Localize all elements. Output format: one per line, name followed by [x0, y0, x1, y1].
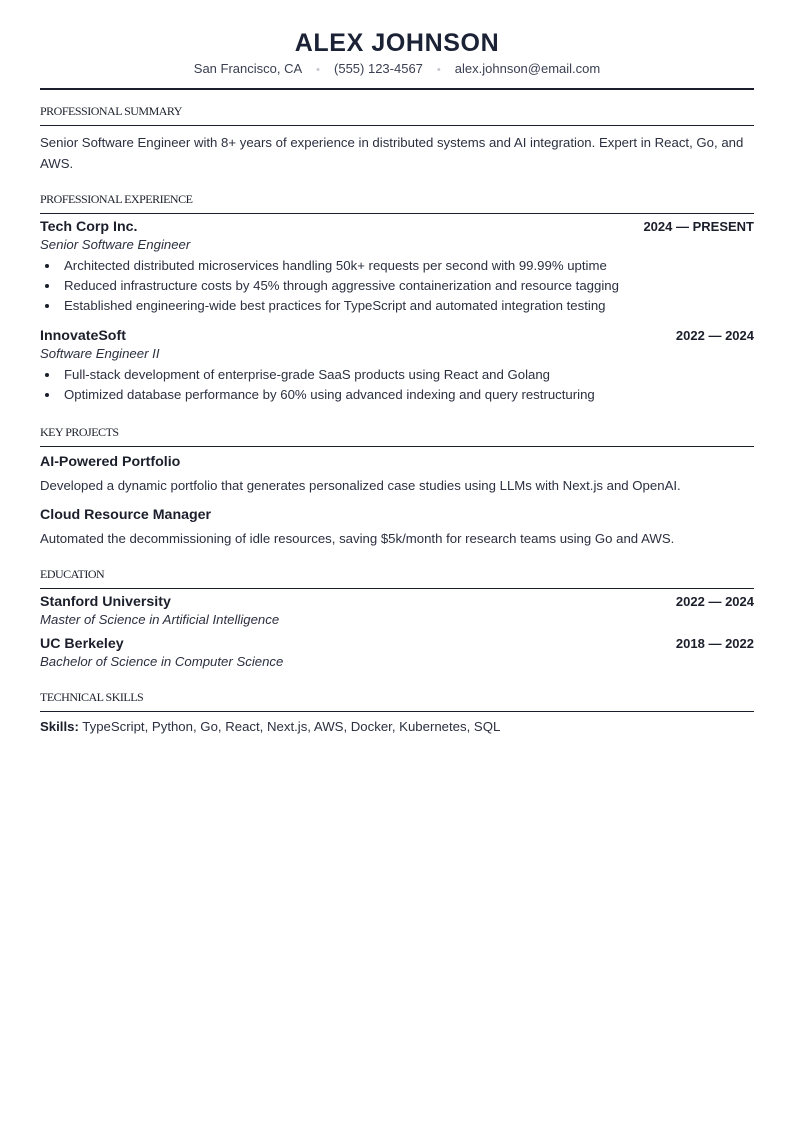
education-section: [40, 567, 754, 671]
list-item: Reduced infrastructure costs by 45% through aggressive containerization and resource tagging: [40, 276, 754, 296]
job-entry: [40, 327, 754, 405]
school-name: Stanford University: [40, 594, 171, 610]
project-name: Cloud Resource Manager: [40, 507, 212, 523]
resume-header: [40, 0, 754, 90]
section-divider: [40, 213, 754, 214]
company-name: Tech Corp Inc.: [40, 219, 138, 235]
section-divider: [40, 446, 754, 447]
section-title-projects: KEY PROJECTS: [40, 425, 119, 439]
education-entry: [40, 635, 754, 671]
school-name: UC Berkeley: [40, 636, 124, 652]
separator-dot: •: [316, 64, 321, 76]
skills-label: Skills:: [40, 719, 79, 734]
section-divider: [40, 711, 754, 712]
company-name: InnovateSoft: [40, 328, 126, 344]
education-entry: [40, 593, 754, 629]
section-title-skills: TECHNICAL SKILLS: [40, 690, 144, 704]
project-entry: [40, 506, 754, 549]
summary-text: Senior Software Engineer with 8+ years of experience in distributed systems and AI integration. Expert in React, Go, and AWS.: [40, 135, 744, 171]
education-dates: 2022 — 2024: [675, 594, 754, 609]
experience-section: [40, 192, 754, 405]
resume-page: [40, 0, 754, 734]
section-title-education: EDUCATION: [40, 567, 105, 581]
location-text: San Francisco, CA: [193, 61, 303, 76]
summary-section: [40, 104, 754, 174]
skills-list: TypeScript, Python, Go, React, Next.js, AWS, Docker, Kubernetes, SQL: [82, 719, 501, 734]
job-role: Senior Software Engineer: [40, 237, 191, 252]
section-divider: [40, 125, 754, 126]
header-divider: [40, 88, 754, 90]
candidate-name: ALEX JOHNSON: [294, 29, 500, 57]
contact-line: [40, 60, 754, 79]
email-text: alex.johnson@email.com: [454, 61, 601, 76]
list-item: Architected distributed microservices handling 50k+ requests per second with 99.99% uptime: [40, 256, 754, 276]
list-item: Optimized database performance by 60% using advanced indexing and query restructuring: [40, 385, 754, 405]
list-item: Established engineering-wide best practices for TypeScript and automated integration testing: [40, 296, 754, 316]
job-dates: 2022 — 2024: [675, 328, 754, 343]
skills-line: [40, 717, 754, 737]
skills-section: [40, 690, 754, 737]
list-item: Full-stack development of enterprise-grade SaaS products using React and Golang: [40, 365, 754, 385]
project-entry: [40, 453, 754, 496]
separator-dot: •: [436, 64, 441, 76]
section-divider: [40, 588, 754, 589]
degree-text: Master of Science in Artificial Intelligence: [40, 612, 280, 627]
job-bullets: [40, 256, 754, 316]
project-name: AI-Powered Portfolio: [40, 454, 181, 470]
job-bullets: [40, 365, 754, 405]
education-dates: 2018 — 2022: [675, 636, 754, 651]
section-title-experience: PROFESSIONAL EXPERIENCE: [40, 192, 193, 206]
job-role: Software Engineer II: [40, 346, 160, 361]
section-title-summary: PROFESSIONAL SUMMARY: [40, 104, 182, 118]
job-entry: [40, 218, 754, 316]
degree-text: Bachelor of Science in Computer Science: [40, 654, 284, 669]
project-description: Automated the decommissioning of idle resources, saving $5k/month for research teams using Go and AWS.: [40, 531, 675, 546]
project-description: Developed a dynamic portfolio that generates personalized case studies using LLMs with Next.js and OpenAI.: [40, 478, 681, 493]
job-dates: 2024 — PRESENT: [643, 219, 754, 234]
projects-section: [40, 425, 754, 549]
phone-text: (555) 123-4567: [334, 61, 423, 76]
